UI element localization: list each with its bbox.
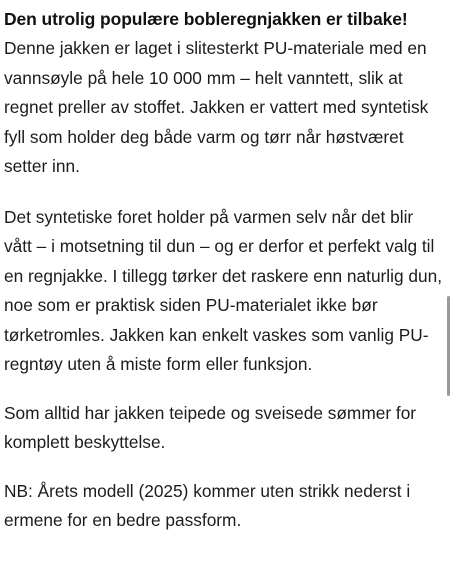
product-description	[4, 6, 444, 536]
description-paragraph-lining: Det syntetiske foret holder på varmen selv når det blir vått – i motsetning til dun – og er derfor et perfekt valg til en regnjakke. I tillegg tørker det raskere enn naturlig dun, noe som er praktisk siden PU-materialet ikke bør tørketromles. Jakken kan enkelt vaskes som vanlig PU-regntøy uten å miste form eller funksjon.	[4, 206, 443, 374]
scrollbar-thumb[interactable]	[447, 296, 450, 396]
product-headline: Den utrolig populære bobleregnjakken er tilbake!	[4, 9, 408, 29]
description-paragraph-seams: Som alltid har jakken teipede og sveisede sømmer for komplett beskyttelse.	[4, 402, 417, 452]
description-paragraph-material: Denne jakken er laget i slitesterkt PU-materiale med en vannsøyle på hele 10 000 mm – helt vanntett, slik at regnet preller av stoffet. Jakken er vattert med syntetisk fyll som holder deg både varm og tørr når høstværet setter inn.	[4, 38, 429, 176]
description-paragraph-note: NB: Årets modell (2025) kommer uten strikk nederst i ermene for en bedre passform.	[4, 480, 411, 530]
